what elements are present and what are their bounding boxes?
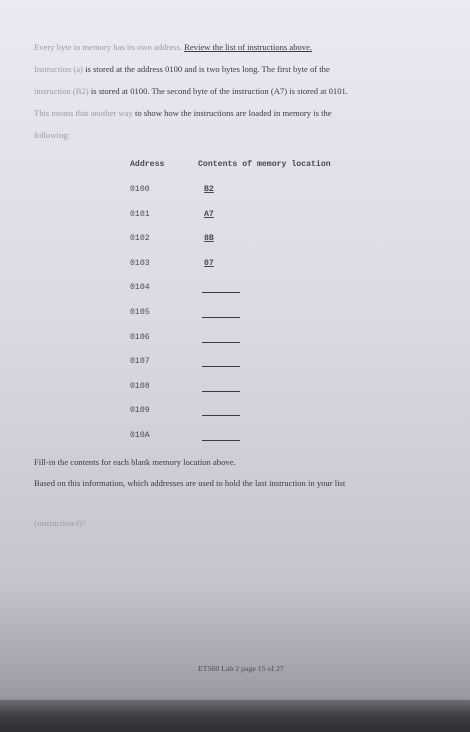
address-cell: 0109 <box>130 406 150 416</box>
page-footer: ET560 Lab 2 page 15 of 27 <box>198 664 284 673</box>
table-row <box>130 234 380 248</box>
blank-contents-line[interactable] <box>202 292 240 293</box>
table-row <box>130 406 380 420</box>
blank-contents-line[interactable] <box>202 440 240 441</box>
table-row <box>130 382 380 396</box>
contents-cell: 8B <box>204 234 214 244</box>
address-cell: 0100 <box>130 185 150 194</box>
paragraph-line-4: This means that another way to show how the instructions are loaded in memory is the <box>34 108 332 118</box>
address-cell: 0102 <box>130 234 150 244</box>
header-contents: Contents of memory location <box>198 160 331 169</box>
table-row <box>130 185 380 199</box>
blank-contents-line[interactable] <box>202 342 240 343</box>
fill-in-instruction: Fill-in the contents for each blank memory location above. <box>34 457 236 467</box>
blank-contents-line[interactable] <box>202 317 240 318</box>
table-row <box>130 210 380 224</box>
address-cell: 0106 <box>130 332 150 342</box>
paragraph-line-2: Instruction (a) is stored at the address 0100 and is two bytes long. The first byte of the <box>34 64 330 74</box>
address-cell: 0103 <box>130 258 150 268</box>
contents-cell: A7 <box>204 209 214 219</box>
blank-contents-line[interactable] <box>202 366 240 367</box>
table-row <box>130 308 380 322</box>
question-text-end: (instruction-f)? <box>34 518 87 528</box>
header-address: Address <box>130 160 165 169</box>
paragraph-line-1: Every byte in memory has its own address. Review the list of instructions above. <box>34 42 313 52</box>
blank-contents-line[interactable] <box>202 391 240 392</box>
contents-cell: B2 <box>204 185 214 194</box>
question-text: Based on this information, which addresses are used to hold the last instruction in your list <box>34 478 346 488</box>
table-row <box>130 431 380 445</box>
paragraph-line-3: instruction (B2) is stored at 0100. The second byte of the instruction (A7) is stored at 0101. <box>34 86 348 96</box>
contents-cell: 07 <box>204 258 214 268</box>
table-row <box>130 259 380 273</box>
address-cell: 0105 <box>130 308 150 317</box>
address-cell: 0104 <box>130 283 150 293</box>
table-row <box>130 357 380 371</box>
table-row <box>130 333 380 347</box>
paragraph-line-5: following: <box>34 130 70 140</box>
desk-shadow <box>0 700 470 732</box>
blank-contents-line[interactable] <box>202 415 240 416</box>
address-cell: 0101 <box>130 209 150 219</box>
address-cell: 0107 <box>130 357 150 367</box>
address-cell: 010A <box>130 431 150 440</box>
intro-paragraph <box>34 36 444 146</box>
address-cell: 0108 <box>130 381 150 391</box>
table-row <box>130 283 380 297</box>
